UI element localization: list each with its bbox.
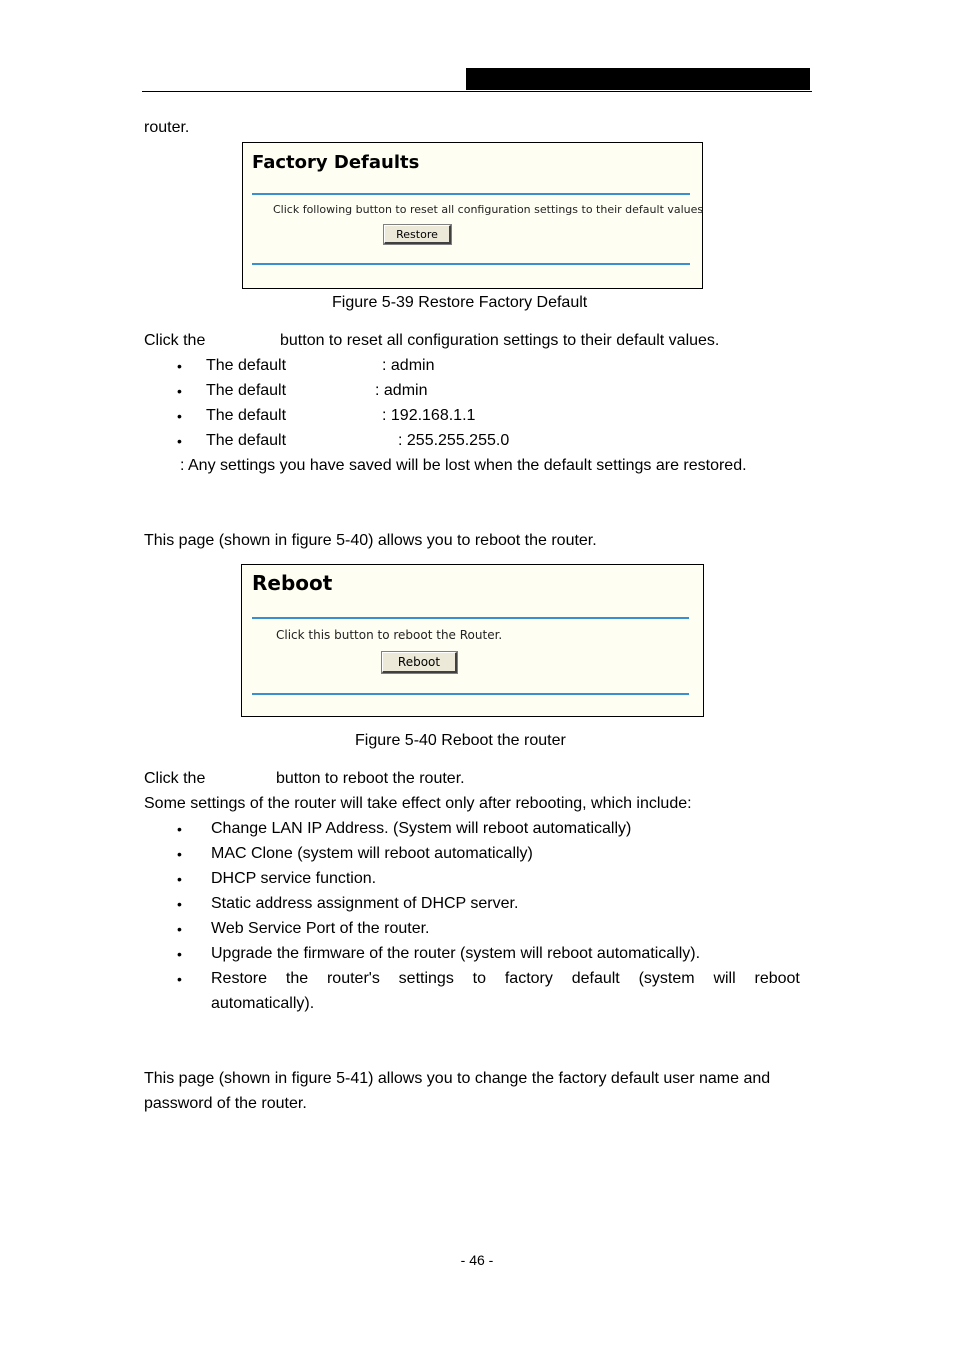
default-item-prefix: The default xyxy=(206,432,287,449)
justified-word: the xyxy=(285,970,309,987)
bullet-glyph: • xyxy=(177,408,182,424)
bullet-glyph: • xyxy=(177,358,182,374)
bullet-glyph: • xyxy=(177,921,182,937)
factory-defaults-top-rule xyxy=(252,193,690,195)
justified-word: factory xyxy=(504,970,553,987)
default-item-prefix: The default xyxy=(206,357,287,374)
password-para-line2: password of the router. xyxy=(144,1095,307,1112)
header-bar xyxy=(466,68,810,90)
reboot-para-suffix: button to reboot the router. xyxy=(276,770,465,787)
justified-word: (system xyxy=(638,970,695,987)
bullet-glyph: • xyxy=(177,896,182,912)
default-item-value: : 192.168.1.1 xyxy=(382,407,476,424)
header-rule xyxy=(142,91,812,92)
bullet-glyph: • xyxy=(177,871,182,887)
reboot-button[interactable]: Reboot xyxy=(382,652,457,673)
password-para-line1: This page (shown in figure 5-41) allows you to change the factory default user name and xyxy=(144,1070,771,1087)
bullet-glyph: • xyxy=(177,821,182,837)
default-item-value: : 255.255.255.0 xyxy=(398,432,510,449)
reboot-list-item: Static address assignment of DHCP server. xyxy=(211,895,519,912)
factory-defaults-screenshot xyxy=(242,142,703,289)
reboot-list-item: Web Service Port of the router. xyxy=(211,920,430,937)
reboot-top-rule xyxy=(252,617,689,619)
bullet-glyph: • xyxy=(177,383,182,399)
bullet-glyph: • xyxy=(177,846,182,862)
justified-word: to xyxy=(472,970,486,987)
reboot-list-item-continuation: automatically). xyxy=(211,995,315,1012)
figure-5-40-caption: Figure 5-40 Reboot the router xyxy=(355,732,566,749)
default-item-prefix: The default xyxy=(206,382,287,399)
bullet-glyph: • xyxy=(177,946,182,962)
reboot-intro: This page (shown in figure 5-40) allows you to reboot the router. xyxy=(144,532,597,549)
reboot-list-item: MAC Clone (system will reboot automatically) xyxy=(211,845,533,862)
reboot-bottom-rule xyxy=(252,693,689,695)
factory-defaults-title: Factory Defaults xyxy=(252,152,420,173)
justified-word: settings xyxy=(398,970,454,987)
default-item-value: : admin xyxy=(375,382,428,399)
intro-text: router. xyxy=(144,119,190,136)
justified-word: router's xyxy=(326,970,380,987)
restore-para-prefix: Click the xyxy=(144,332,206,349)
restore-para-suffix: button to reset all configuration settings to their default values. xyxy=(280,332,720,349)
justified-word: reboot xyxy=(754,970,800,987)
factory-defaults-description: Click following button to reset all configuration settings to their default values xyxy=(273,203,704,216)
note-text: : Any settings you have saved will be lost when the default settings are restored. xyxy=(180,457,747,474)
page-number: - 46 - xyxy=(460,1252,494,1268)
restore-button[interactable]: Restore xyxy=(384,225,451,244)
bullet-glyph: • xyxy=(177,433,182,449)
reboot-settings-intro: Some settings of the router will take effect only after rebooting, which include: xyxy=(144,795,692,812)
reboot-title: Reboot xyxy=(252,571,333,595)
reboot-list-item: DHCP service function. xyxy=(211,870,377,887)
justified-word: will xyxy=(713,970,736,987)
reboot-list-item-justified xyxy=(211,969,800,989)
reboot-screenshot xyxy=(241,564,704,717)
reboot-list-item: Upgrade the firmware of the router (system will reboot automatically). xyxy=(211,945,701,962)
figure-5-39-caption: Figure 5-39 Restore Factory Default xyxy=(332,294,588,311)
default-item-prefix: The default xyxy=(206,407,287,424)
reboot-list-item: Change LAN IP Address. (System will reboot automatically) xyxy=(211,820,632,837)
justified-word: default xyxy=(571,970,620,987)
factory-defaults-bottom-rule xyxy=(252,263,690,265)
justified-word: Restore xyxy=(211,970,268,987)
reboot-para-prefix: Click the xyxy=(144,770,206,787)
reboot-description: Click this button to reboot the Router. xyxy=(276,628,503,642)
default-item-value: : admin xyxy=(382,357,435,374)
bullet-glyph: • xyxy=(177,971,182,987)
